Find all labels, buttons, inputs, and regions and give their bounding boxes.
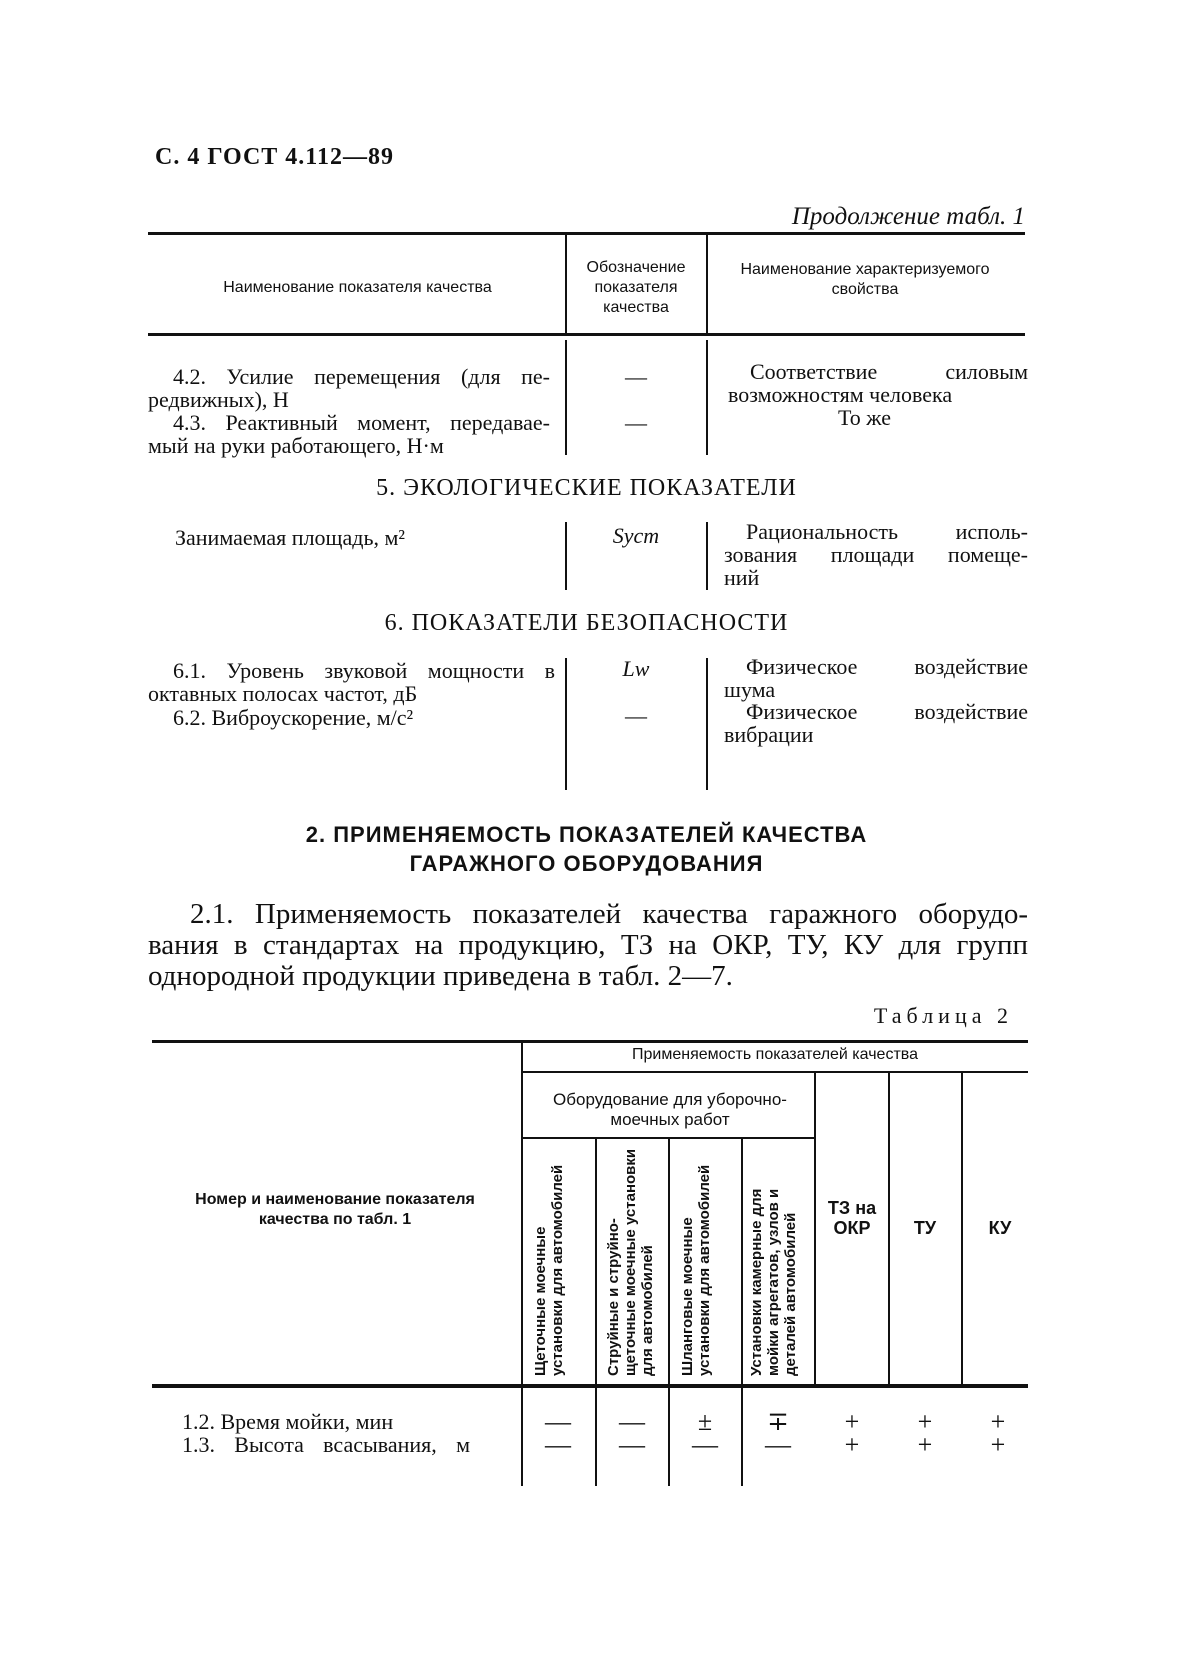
- table1-divider: [706, 522, 708, 590]
- table2-divider: [521, 1043, 523, 1384]
- t2-row-2-mark: —: [765, 1430, 791, 1459]
- table2-divider: [668, 1139, 670, 1384]
- t2-row-1-mark: +: [990, 1407, 1006, 1436]
- table2-divider: [668, 1388, 670, 1486]
- t2-header-group: Оборудование для уборочно-моечных работ: [553, 1090, 787, 1129]
- section2-paragraph-line2: вания в стандартах на продукцию, ТЗ на ОКР, ТУ, КУ для групп: [148, 929, 1028, 961]
- t2-row-2-name: 1.3. Высота всасывания, м: [182, 1432, 470, 1457]
- table2-header-rule: [152, 1384, 1028, 1388]
- t1-row-4-3-designation: —: [625, 410, 647, 435]
- t2-row-2-mark: —: [545, 1430, 571, 1459]
- t1-row-5-name: Занимаемая площадь, м²: [175, 525, 405, 550]
- t2-row-2-mark: +: [917, 1430, 933, 1459]
- t1-header-name: Наименование показателя качества: [223, 279, 492, 296]
- continuation-label: Продолжение табл. 1: [791, 203, 1025, 230]
- t1-row-6-1-name: 6.1. Уровень звуковой мощности в: [173, 658, 555, 683]
- t1-row-6-1-designation: Lw: [622, 656, 650, 681]
- t1-section6-title: 6. ПОКАЗАТЕЛИ БЕЗОПАСНОСТИ: [384, 610, 789, 636]
- t1-row-4-2-name: 4.2. Усилие перемещения (для пе-: [173, 364, 550, 389]
- t2-row-2-mark: —: [692, 1430, 718, 1459]
- t1-row-6-1-property-cont: шума: [724, 677, 776, 702]
- t1-row-5-property-cont: зования площади помеще-: [724, 542, 1028, 567]
- table1-divider: [565, 340, 567, 455]
- table1-divider: [565, 522, 567, 590]
- t1-row-4-2-property-cont: возможностям человека: [728, 382, 953, 407]
- table2-divider: [595, 1388, 597, 1486]
- t1-row-4-2-name-cont: редвижных), Н: [148, 387, 289, 412]
- table1-divider: [706, 658, 708, 790]
- page-header: С. 4 ГОСТ 4.112—89: [155, 144, 394, 170]
- section2-paragraph-line1: 2.1. Применяемость показателей качества гаражного оборудо-: [190, 898, 1028, 930]
- table2-top-rule: [152, 1040, 1028, 1043]
- table1-divider: [565, 235, 567, 333]
- t2-col-7: КУ: [988, 1218, 1012, 1238]
- table2-divider: [814, 1073, 816, 1384]
- t1-row-4-2-designation: —: [625, 364, 647, 389]
- t1-row-4-3-property: То же: [838, 405, 891, 430]
- t2-row-header: Номер и наименование показателя качества по табл. 1: [195, 1191, 475, 1228]
- t2-col-1: Щеточные моечные установки для автомобилей: [532, 1164, 566, 1376]
- t2-row-1-mark: —: [545, 1407, 571, 1436]
- t2-row-1-mark: —: [619, 1407, 645, 1436]
- t2-row-1-mark: ∓: [767, 1407, 789, 1436]
- section2-paragraph-line3: однородной продукции приведена в табл. 2—7.: [148, 960, 733, 992]
- t1-row-6-1-property: Физическое воздействие: [746, 654, 1028, 679]
- t1-row-4-2-property: Соответствие силовым: [750, 359, 1028, 384]
- table2-divider: [741, 1388, 743, 1486]
- table2-divider: [961, 1073, 963, 1384]
- t2-row-2-mark: —: [619, 1430, 645, 1459]
- t2-col-2: Струйные и струйно-щеточные моечные установки для автомобилей: [605, 1148, 656, 1376]
- t2-col-4: Установки камерные для мойки агрегатов, узлов и деталей автомобилей: [748, 1188, 799, 1376]
- table2-divider: [741, 1139, 743, 1384]
- t2-col-3: Шланговые моечные установки для автомобилей: [679, 1164, 713, 1376]
- t1-row-6-2-property-cont: вибрации: [724, 722, 814, 747]
- t1-row-6-1-name-cont: октавных полосах частот, дБ: [148, 681, 418, 706]
- t1-row-6-2-property: Физическое воздействие: [746, 699, 1028, 724]
- t1-row-6-2-designation: —: [625, 703, 647, 728]
- table2-label: Таблица 2: [873, 1003, 1013, 1028]
- table1-top-rule: [148, 232, 1025, 235]
- table1-divider: [706, 235, 708, 333]
- t1-row-5-property: Рациональность исполь-: [746, 519, 1028, 544]
- table2-divider: [521, 1388, 523, 1486]
- table2-divider: [888, 1073, 890, 1384]
- table1-divider: [565, 658, 567, 790]
- t1-header-designation: Обозначение показателя качества: [586, 259, 686, 316]
- section2-title-line1: 2. ПРИМЕНЯЕМОСТЬ ПОКАЗАТЕЛЕЙ КАЧЕСТВА: [305, 822, 868, 847]
- t2-col-6: ТУ: [913, 1218, 937, 1238]
- t2-row-1-mark: ±: [697, 1407, 713, 1436]
- t2-header-main: Применяемость показателей качества: [632, 1046, 918, 1063]
- t1-row-4-3-name-cont: мый на руки работающего, Н·м: [148, 433, 444, 458]
- t1-section5-title: 5. ЭКОЛОГИЧЕСКИЕ ПОКАЗАТЕЛИ: [376, 475, 797, 501]
- table2-subheader-rule: [522, 1071, 1028, 1073]
- t2-row-2-mark: +: [990, 1430, 1006, 1459]
- t1-row-4-3-name: 4.3. Реактивный момент, передавае-: [173, 410, 550, 435]
- table2-divider: [595, 1139, 597, 1384]
- t2-row-2-mark: +: [844, 1430, 860, 1459]
- t2-row-1-mark: +: [844, 1407, 860, 1436]
- t2-row-1-name: 1.2. Время мойки, мин: [182, 1409, 394, 1434]
- t2-col-5: ТЗ на ОКР: [827, 1198, 877, 1238]
- t1-header-property: Наименование характеризуемого свойства: [740, 261, 990, 298]
- table1-divider: [706, 340, 708, 455]
- section2-title-line2: ГАРАЖНОГО ОБОРУДОВАНИЯ: [409, 851, 764, 876]
- t1-row-5-property-cont2: ний: [724, 565, 760, 590]
- t1-row-5-designation: Sуст: [612, 523, 660, 548]
- t1-row-6-2-name: 6.2. Виброускорение, м/с²: [173, 705, 414, 730]
- table1-header-rule: [148, 333, 1025, 336]
- t2-row-1-mark: +: [917, 1407, 933, 1436]
